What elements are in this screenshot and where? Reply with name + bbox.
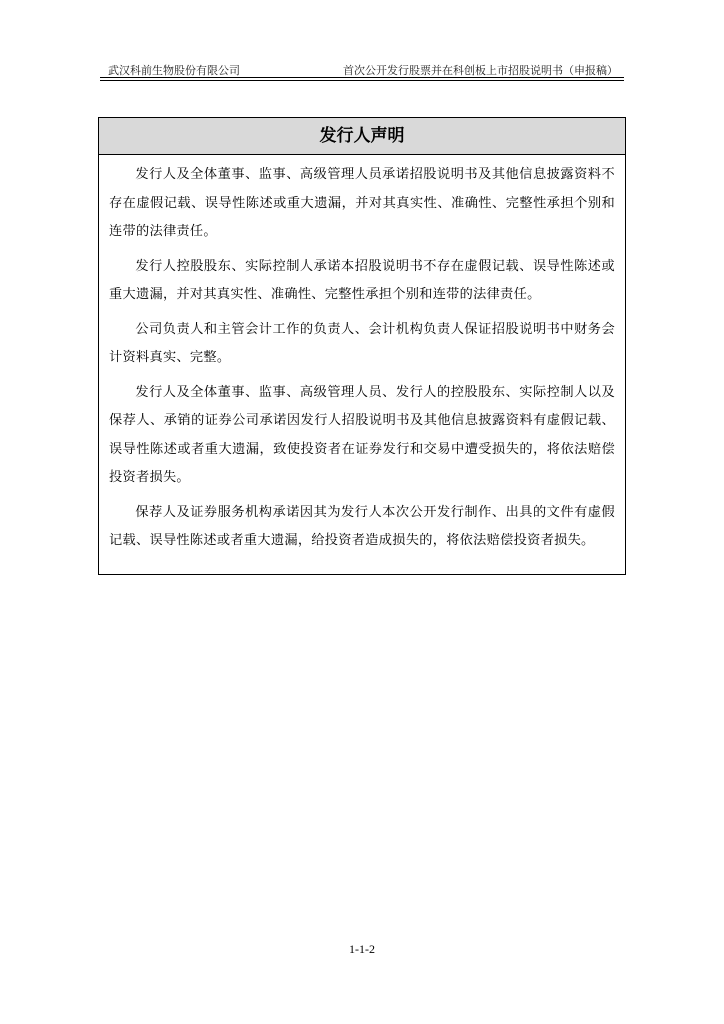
declaration-box xyxy=(98,117,626,575)
declaration-body xyxy=(99,155,625,556)
header-rule xyxy=(100,77,624,78)
declaration-paragraph: 发行人控股股东、实际控制人承诺本招股说明书不存在虚假记载、误导性陈述或重大遗漏，并对其真实性、准确性、完整性承担个别和连带的法律责任。 xyxy=(109,258,615,302)
page-header xyxy=(100,62,624,76)
declaration-paragraph: 发行人及全体董事、监事、高级管理人员承诺招股说明书及其他信息披露资料不存在虚假记载、误导性陈述或重大遗漏，并对其真实性、准确性、完整性承担个别和连带的法律责任。 xyxy=(109,167,615,239)
document-title: 首次公开发行股票并在科创板上市招股说明书（申报稿） xyxy=(343,64,618,77)
company-name: 武汉科前生物股份有限公司 xyxy=(108,64,240,77)
header-rule-thin xyxy=(100,80,624,81)
declaration-title: 发行人声明 xyxy=(99,118,625,155)
declaration-paragraph: 保荐人及证券服务机构承诺因其为发行人本次公开发行制作、出具的文件有虚假记载、误导性陈述或者重大遗漏，给投资者造成损失的，将依法赔偿投资者损失。 xyxy=(109,504,615,548)
declaration-paragraph: 公司负责人和主管会计工作的负责人、会计机构负责人保证招股说明书中财务会计资料真实、完整。 xyxy=(109,321,615,365)
page-number: 1-1-2 xyxy=(349,942,375,956)
declaration-paragraph: 发行人及全体董事、监事、高级管理人员、发行人的控股股东、实际控制人以及保荐人、承销的证券公司承诺因发行人招股说明书及其他信息披露资料有虚假记载、误导性陈述或者重大遗漏，致使投资者在证券发行和交易中遭受损失的，将依法赔偿投资者损失。 xyxy=(109,384,615,485)
